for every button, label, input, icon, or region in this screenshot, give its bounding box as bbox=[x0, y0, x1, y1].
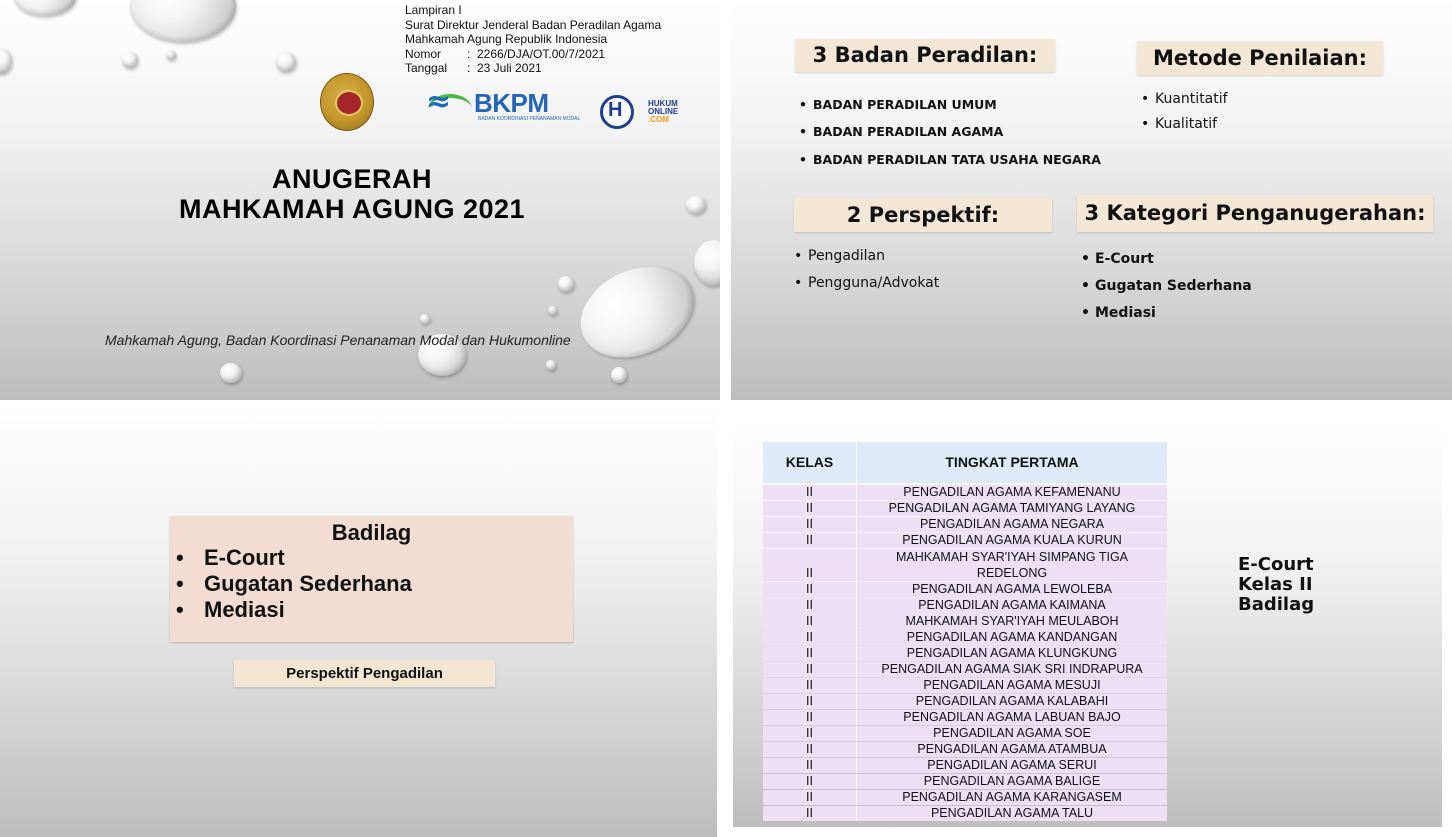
list-item: • BADAN PERADILAN AGAMA bbox=[799, 124, 1004, 139]
kelas-cell: II bbox=[806, 566, 813, 580]
table-row bbox=[763, 774, 1167, 789]
kelas-cell: II bbox=[806, 710, 813, 724]
column-header-tingkat-pertama: TINGKAT PERTAMA bbox=[857, 442, 1167, 483]
slide-badilag bbox=[0, 405, 717, 837]
list-item-label: Kualitatif bbox=[1155, 115, 1218, 132]
court-name-cell: PENGADILAN AGAMA KANDANGAN bbox=[906, 630, 1118, 644]
list-item-label: Kuantitatif bbox=[1155, 90, 1228, 107]
tanggal-label: Tanggal bbox=[405, 61, 448, 75]
list-item: • Mediasi bbox=[176, 597, 285, 622]
court-name-cell: PENGADILAN AGAMA SOE bbox=[933, 726, 1091, 740]
hukumonline-logo bbox=[600, 95, 690, 131]
list-item: • Kuantitatif bbox=[1141, 90, 1228, 107]
hukumonline-wordmark bbox=[648, 100, 678, 124]
table-row bbox=[763, 646, 1167, 661]
ecourt-kelas-label bbox=[1238, 555, 1314, 615]
list-item-label: E-Court bbox=[204, 545, 285, 570]
table-row bbox=[763, 742, 1167, 757]
water-drop-decoration bbox=[0, 48, 12, 74]
badilag-box bbox=[170, 516, 573, 642]
kelas-cell: II bbox=[806, 630, 813, 644]
list-item: • BADAN PERADILAN UMUM bbox=[799, 96, 997, 112]
court-name-cell: PENGADILAN AGAMA KARANGASEM bbox=[902, 790, 1122, 804]
court-name-cell: PENGADILAN AGAMA NEGARA bbox=[919, 517, 1105, 531]
kelas-cell: II bbox=[806, 517, 813, 531]
mahkamah-agung-seal-logo bbox=[320, 73, 374, 131]
kelas-cell: II bbox=[806, 790, 813, 804]
list-item-label: Gugatan Sederhana bbox=[204, 571, 412, 596]
slide-title bbox=[0, 0, 720, 400]
slide-main-title bbox=[0, 164, 704, 224]
nomor-value: : 2266/DJA/OT.00/7/2021 bbox=[467, 46, 606, 61]
list-item: • Pengadilan bbox=[794, 247, 886, 264]
badan-peradilan-heading: 3 Badan Peradilan: bbox=[795, 39, 1055, 72]
court-name-line: MAHKAMAH SYAR'IYAH SIMPANG TIGA bbox=[895, 550, 1129, 564]
list-item: • Kualitatif bbox=[1141, 115, 1218, 132]
water-drop-decoration bbox=[166, 50, 176, 60]
meta-line: Mahkamah Agung Republik Indonesia bbox=[405, 32, 608, 46]
list-item-label: Mediasi bbox=[1095, 304, 1156, 321]
court-name-cell bbox=[857, 549, 1167, 581]
kelas-cell: II bbox=[806, 614, 813, 628]
slide-overview bbox=[731, 0, 1452, 400]
bkpm-logo-sub: BADAN KOORDINASI PENANAMAN MODAL bbox=[478, 116, 581, 122]
table-row bbox=[763, 517, 1167, 532]
side-label-line3: Badilag bbox=[1238, 594, 1315, 615]
list-item-label: Gugatan Sederhana bbox=[1095, 277, 1252, 294]
court-name-cell: PENGADILAN AGAMA TAMIYANG LAYANG bbox=[888, 501, 1136, 515]
tanggal-value: : 23 Juli 2021 bbox=[467, 61, 542, 75]
meta-line: Lampiran I bbox=[405, 3, 462, 17]
water-drop-decoration bbox=[220, 363, 242, 383]
table-row bbox=[763, 598, 1167, 613]
kelas-cell: II bbox=[806, 646, 813, 660]
kategori-penganugerahan-heading: 3 Kategori Penganugerahan: bbox=[1077, 195, 1433, 232]
list-item: • Gugatan Sederhana bbox=[1081, 277, 1252, 294]
table-row bbox=[763, 533, 1167, 548]
water-drop-decoration bbox=[566, 249, 708, 375]
court-name-cell: PENGADILAN AGAMA SIAK SRI INDRAPURA bbox=[881, 662, 1143, 676]
water-drop-decoration bbox=[694, 240, 720, 286]
hukum-line2: ONLINE bbox=[648, 107, 679, 116]
kelas-cell: II bbox=[806, 662, 813, 676]
court-name-cell: PENGADILAN AGAMA KAIMANA bbox=[918, 598, 1106, 612]
list-item: • Gugatan Sederhana bbox=[176, 571, 412, 596]
water-drop-decoration bbox=[558, 276, 574, 292]
kelas-cell: II bbox=[806, 678, 813, 692]
table-row bbox=[763, 485, 1167, 500]
meta-line: Surat Direktur Jenderal Badan Peradilan Agama bbox=[405, 17, 662, 32]
badilag-title: Badilag bbox=[331, 520, 412, 545]
list-item: • Pengguna/Advokat bbox=[794, 274, 940, 291]
table-row bbox=[763, 726, 1167, 741]
kelas-cell: II bbox=[806, 726, 813, 740]
table-row bbox=[763, 694, 1167, 709]
kelas-cell: II bbox=[806, 694, 813, 708]
seal-emblem bbox=[335, 90, 363, 116]
list-item-label: BADAN PERADILAN AGAMA bbox=[813, 124, 1004, 139]
table-row bbox=[763, 582, 1167, 597]
meta-nomor bbox=[405, 47, 661, 62]
slide-subtitle: Mahkamah Agung, Badan Koordinasi Penanaman Modal dan Hukumonline bbox=[105, 332, 571, 348]
court-name-cell: PENGADILAN AGAMA MESUJI bbox=[923, 678, 1101, 692]
water-drop-decoration bbox=[14, 0, 76, 16]
water-drop-decoration bbox=[276, 52, 296, 72]
perspektif-list bbox=[794, 242, 939, 296]
hukum-line3: .COM bbox=[648, 115, 669, 124]
kelas-cell: II bbox=[806, 582, 813, 596]
water-drop-decoration bbox=[611, 367, 627, 383]
document-reference bbox=[405, 3, 661, 76]
table-row bbox=[763, 678, 1167, 693]
list-item: • E-Court bbox=[176, 545, 285, 570]
list-item-label: Pengguna/Advokat bbox=[808, 274, 940, 291]
list-item: • Mediasi bbox=[1081, 304, 1156, 321]
water-drop-decoration bbox=[122, 52, 138, 68]
kelas-cell: II bbox=[806, 501, 813, 515]
table-row bbox=[763, 790, 1167, 805]
table-row bbox=[763, 758, 1167, 773]
nomor-label: Nomor bbox=[405, 46, 442, 61]
water-drop-decoration bbox=[546, 360, 556, 370]
kelas-cell: II bbox=[806, 758, 813, 772]
court-name-cell: PENGADILAN AGAMA LABUAN BAJO bbox=[903, 710, 1121, 724]
title-line2: MAHKAMAH AGUNG 2021 bbox=[178, 194, 526, 224]
title-line1: ANUGERAH bbox=[271, 164, 432, 194]
court-name-cell: PENGADILAN AGAMA BALIGE bbox=[923, 774, 1101, 788]
table-row bbox=[763, 710, 1167, 725]
kelas-cell: II bbox=[806, 533, 813, 547]
court-name-line: REDELONG bbox=[976, 566, 1048, 580]
list-item-label: BADAN PERADILAN UMUM bbox=[813, 96, 997, 112]
water-drop-decoration bbox=[130, 0, 236, 42]
table-row bbox=[763, 614, 1167, 629]
list-item-label: Mediasi bbox=[204, 597, 285, 622]
hukumonline-h-icon: H bbox=[608, 99, 623, 121]
water-drop-decoration bbox=[548, 306, 557, 315]
court-name-cell: PENGADILAN AGAMA SERUI bbox=[927, 758, 1097, 772]
water-drop-decoration bbox=[420, 314, 430, 324]
badan-peradilan-list bbox=[799, 90, 1101, 173]
court-name-cell: PENGADILAN AGAMA ATAMBUA bbox=[917, 742, 1107, 756]
list-item-label: BADAN PERADILAN TATA USAHA NEGARA bbox=[813, 151, 1101, 167]
table-row bbox=[763, 501, 1167, 516]
court-name-cell: PENGADILAN AGAMA KEFAMENANU bbox=[903, 485, 1121, 499]
kelas-cell: II bbox=[806, 598, 813, 612]
court-name-cell: PENGADILAN AGAMA KALABAHI bbox=[915, 694, 1109, 708]
court-name-cell: PENGADILAN AGAMA LEWOLEBA bbox=[911, 582, 1113, 596]
list-item-label: Pengadilan bbox=[808, 247, 886, 264]
bkpm-mark-icon: ≈ bbox=[426, 84, 452, 119]
list-item: • BADAN PERADILAN TATA USAHA NEGARA bbox=[799, 151, 1101, 167]
court-name-cell: PENGADILAN AGAMA TALU bbox=[930, 806, 1094, 820]
table-row bbox=[763, 549, 1167, 581]
table-row bbox=[763, 630, 1167, 645]
perspektif-pengadilan-label: Perspektif Pengadilan bbox=[234, 660, 495, 687]
table-row bbox=[763, 806, 1167, 821]
bkpm-logo bbox=[426, 84, 582, 124]
metode-penilaian-heading: Metode Penilaian: bbox=[1137, 41, 1383, 75]
kelas-cell: II bbox=[806, 806, 813, 820]
kategori-list bbox=[1081, 245, 1252, 326]
kelas-cell: II bbox=[806, 774, 813, 788]
kelas-cell: II bbox=[806, 485, 813, 499]
bkpm-logo-text: BKPM bbox=[474, 88, 549, 118]
perspektif-heading: 2 Perspektif: bbox=[794, 198, 1052, 232]
court-name-cell: MAHKAMAH SYAR'IYAH MEULABOH bbox=[905, 614, 1119, 628]
court-name-cell: PENGADILAN AGAMA KUALA KURUN bbox=[902, 533, 1122, 547]
court-name-cell: PENGADILAN AGAMA KLUNGKUNG bbox=[906, 646, 1118, 660]
badilag-list bbox=[176, 545, 412, 623]
side-label-line2: Kelas II bbox=[1238, 574, 1313, 595]
slide-results-table bbox=[733, 426, 1442, 827]
meta-tanggal bbox=[405, 61, 661, 76]
kelas-cell: II bbox=[806, 742, 813, 756]
list-item: • E-Court bbox=[1081, 250, 1154, 267]
list-item-label: E-Court bbox=[1095, 250, 1154, 267]
hukum-line1: HUKUM bbox=[648, 99, 678, 108]
table-row bbox=[763, 662, 1167, 677]
column-header-kelas: KELAS bbox=[763, 442, 856, 483]
side-label-line1: E-Court bbox=[1238, 554, 1314, 575]
metode-penilaian-list bbox=[1141, 86, 1228, 136]
